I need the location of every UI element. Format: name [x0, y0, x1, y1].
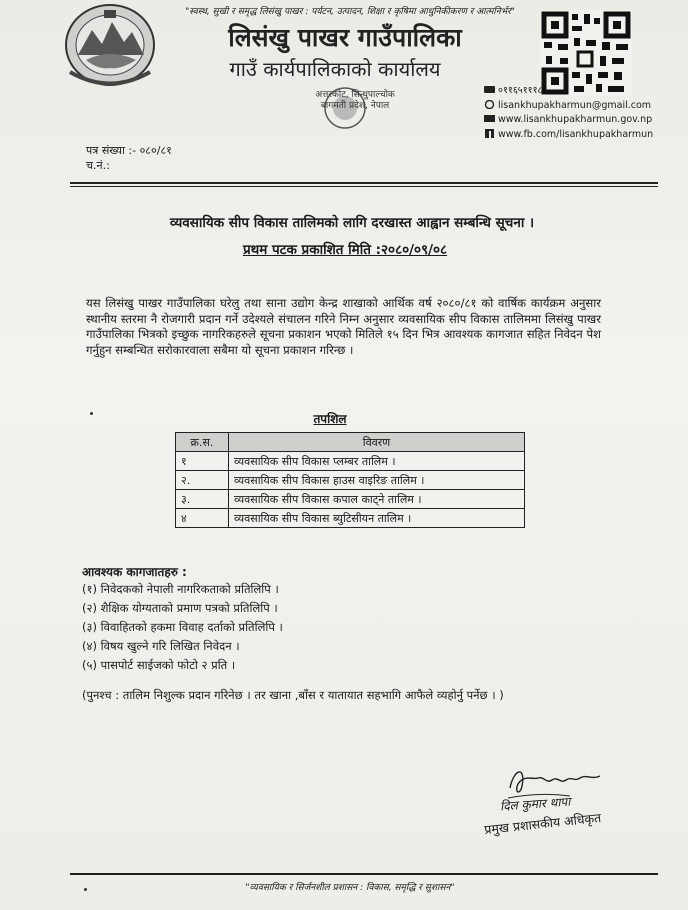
footer-divider: [70, 873, 658, 875]
contact-phone: [484, 84, 684, 99]
office-name: गाउँ कार्यपालिकाको कार्यालय: [229, 57, 441, 81]
header-motto: "स्वस्थ, सुखी र समृद्ध लिसंखु पाखर : पर्यटन, उत्पादन, शिक्षा र कृषिमा आधुनिकीकरण र आत्मनिर्भर": [185, 7, 515, 17]
header-divider: [70, 182, 658, 184]
web-text[interactable]: www.lisankhupakharmun.gov.np: [498, 114, 653, 125]
table-row: [176, 452, 525, 471]
email-icon: [484, 100, 495, 109]
row-sn: ४: [176, 509, 229, 528]
row-desc: व्यवसायिक सीप विकास कपाल काट्ने तालिम ।: [229, 490, 525, 509]
footer-motto: "व्यवसायिक र सिर्जनशील प्रशासन : विकास, समृद्धि र सुशासन": [245, 883, 455, 893]
training-table: [175, 432, 525, 528]
contact-facebook[interactable]: [484, 128, 684, 143]
org-name: लिसंखु पाखर गाउँपालिका: [228, 23, 462, 52]
table-row: [176, 490, 525, 509]
contact-email[interactable]: [484, 99, 684, 114]
requirement-item: (२) शैक्षिक योग्यताको प्रमाण पत्रको प्रतिलिपि ।: [82, 601, 278, 615]
requirement-item: (१) निवेदकको नेपाली नागरिकताको प्रतिलिपि ।: [82, 582, 279, 596]
row-desc: व्यवसायिक सीप विकास ब्युटिसीयन तालिम ।: [229, 509, 525, 528]
table-row: [176, 471, 525, 490]
globe-icon: [484, 114, 495, 123]
phone-text: ०११६५१११८: [498, 85, 543, 96]
notice-body: यस लिसंखु पाखर गाउँपालिका घरेलु तथा साना उद्योग केन्द्र शाखाको आर्थिक वर्ष २०८०/८१ को वार्षिक कार्यक्रम अनुसार स्थानीय स्तरमा नै रोजगारी प्रदान गर्ने उदेश्यले संचालन गरिने निम्न अनुसार व्यवसायिक सीप विकास तालिममा लिसंखु पाखर गाउँपालिका भित्रको इच्छुक नागरिकहरुले सूचना प्रकाशन भएको मितिले १५ दिन भित्र आवश्यक कागजात सहित निवेदन पेश गर्नुहुन सम्बन्धित सरोकारवाला सबैमा यो सूचना प्रकाशन गरिन्छ ।: [86, 296, 601, 357]
dispatch-number: च.नं.:: [86, 159, 110, 172]
signer-title: प्रमुख प्रशासकीय अधिकृत: [483, 809, 602, 838]
contact-web[interactable]: [484, 113, 684, 128]
publish-date: प्रथम पटक प्रकाशित मिति :२०८०/०९/०८: [242, 242, 448, 258]
table-row: [176, 509, 525, 528]
row-sn: ३.: [176, 490, 229, 509]
requirement-item: (५) पासपोर्ट साईजको फोटो २ प्रति ।: [82, 658, 236, 672]
office-address: [300, 90, 410, 112]
table-header-row: [176, 433, 525, 452]
phone-icon: [484, 85, 495, 94]
requirements-title: आवश्यक कागजातहरु :: [82, 565, 187, 579]
facebook-text[interactable]: www.fb.com/lisankhupakharmun: [498, 128, 654, 140]
address-line: बागमती प्रदेश, नेपाल: [320, 101, 390, 111]
requirements-list: [82, 580, 283, 675]
row-desc: व्यवसायिक सीप विकास प्लम्बर तालिम ।: [229, 452, 525, 471]
table-title: तपशिल: [313, 412, 347, 426]
address-line: अत्तरकोट, सिन्धुपाल्चोक: [315, 90, 395, 100]
scan-speck: [90, 412, 93, 415]
row-desc: व्यवसायिक सीप विकास हाउस वाइरिङ तालिम ।: [229, 471, 525, 490]
facebook-icon: [484, 129, 495, 138]
notice-subject: व्यवसायिक सीप विकास तालिमको लागि दरखास्त आह्वान सम्बन्धि सूचना ।: [169, 215, 535, 231]
column-header-sn: क्र.स.: [176, 433, 229, 452]
reference-block: [86, 143, 172, 173]
signer-name: दिल कुमार थापा: [499, 794, 571, 814]
scan-speck: [84, 888, 87, 891]
letter-number: पत्र संख्या :- ०८०/८१: [86, 144, 172, 157]
requirement-item: (३) विवाहितको हकमा विवाह दर्ताको प्रतिलिपि ।: [82, 620, 283, 634]
contact-block: [484, 84, 684, 142]
email-text[interactable]: lisankhupakharmun@gmail.com: [498, 99, 652, 111]
column-header-desc: विवरण: [229, 433, 525, 452]
header-divider-thin: [70, 186, 658, 187]
postscript: (पुनश्च : तालिम निशुल्क प्रदान गरिनेछ । तर खाना ,बाँस र यातायात सहभागि आफैले व्यहोर्नु पर्नेछ । ): [82, 688, 504, 702]
row-sn: १: [176, 452, 229, 471]
row-sn: २.: [176, 471, 229, 490]
municipality-emblem-icon: [60, 0, 160, 90]
requirement-item: (४) विषय खुल्ने गरि लिखित निवेदन ।: [82, 639, 240, 653]
